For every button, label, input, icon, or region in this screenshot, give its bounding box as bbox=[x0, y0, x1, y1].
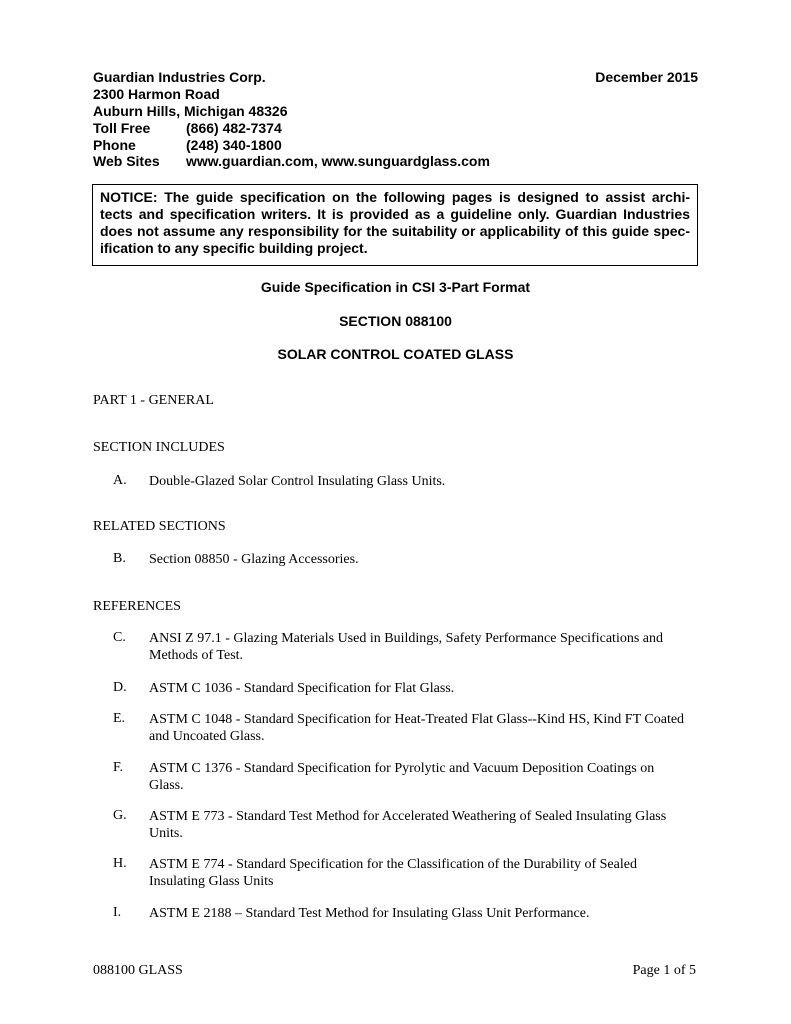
notice-box bbox=[92, 184, 698, 266]
item-line: ASTM E 2188 – Standard Test Method for Insulating Glass Unit Performance. bbox=[149, 906, 590, 921]
notice-line-1: NOTICE: The guide specification on the following pages is designed to assist archi- bbox=[100, 189, 690, 205]
document-date: December 2015 bbox=[595, 69, 698, 85]
section-number: SECTION 088100 bbox=[339, 313, 452, 329]
website-label: Web Sites bbox=[93, 153, 160, 169]
item-letter: F. bbox=[113, 760, 124, 775]
tollfree-row bbox=[93, 120, 282, 137]
website-value: www.guardian.com, www.sunguardglass.com bbox=[186, 153, 490, 169]
item-text bbox=[149, 630, 663, 664]
item-line: ANSI Z 97.1 - Glazing Materials Used in Buildings, Safety Performance Specifications and bbox=[149, 631, 663, 646]
item-line: ASTM C 1048 - Standard Specification for Heat-Treated Flat Glass--Kind HS, Kind FT Coated bbox=[149, 712, 685, 727]
phone-label: Phone bbox=[93, 137, 136, 153]
item-letter: I. bbox=[113, 905, 122, 920]
item-line: ASTM E 774 - Standard Specification for the Classification of the Durability of Sealed bbox=[149, 857, 637, 872]
street-address: 2300 Harmon Road bbox=[93, 86, 220, 102]
item-letter: D. bbox=[113, 680, 127, 695]
part-heading: PART 1 - GENERAL bbox=[93, 393, 214, 408]
references-heading: REFERENCES bbox=[93, 599, 181, 614]
item-text: Section 08850 - Glazing Accessories. bbox=[149, 552, 359, 567]
item-letter: B. bbox=[113, 551, 126, 566]
notice-line-2: tects and specification writers. It is provided as a guideline only. Guardian Industries bbox=[100, 206, 690, 222]
notice-line-3: does not assume any responsibility for the suitability or applicability of this guide spec- bbox=[100, 223, 690, 239]
item-line: and Uncoated Glass. bbox=[149, 729, 265, 744]
item-text bbox=[149, 808, 666, 842]
item-line: Units. bbox=[149, 826, 183, 841]
notice-line-4: ification to any specific building project. bbox=[100, 240, 368, 256]
related-sections-heading: RELATED SECTIONS bbox=[93, 519, 226, 534]
item-line: ASTM C 1036 - Standard Specification for Flat Glass. bbox=[149, 681, 455, 696]
item-letter: H. bbox=[113, 856, 127, 871]
phone-value: (248) 340-1800 bbox=[186, 137, 282, 153]
item-line: Insulating Glass Units bbox=[149, 874, 274, 889]
item-text bbox=[149, 680, 454, 697]
item-line: Methods of Test. bbox=[149, 648, 244, 663]
website-row bbox=[93, 153, 490, 170]
section-includes-heading: SECTION INCLUDES bbox=[93, 440, 225, 455]
item-text bbox=[149, 760, 654, 794]
item-text bbox=[149, 711, 684, 745]
item-line: ASTM C 1376 - Standard Specification for Pyrolytic and Vacuum Deposition Coatings on bbox=[149, 761, 655, 776]
item-letter: E. bbox=[113, 711, 126, 726]
item-letter: C. bbox=[113, 630, 126, 645]
item-line: Glass. bbox=[149, 778, 184, 793]
item-text bbox=[149, 905, 589, 922]
company-name: Guardian Industries Corp. bbox=[93, 69, 266, 85]
item-letter: A. bbox=[113, 473, 127, 488]
format-title: Guide Specification in CSI 3-Part Format bbox=[260, 279, 531, 295]
item-letter: G. bbox=[113, 808, 127, 823]
page-number: Page 1 of 5 bbox=[632, 963, 696, 978]
city-address: Auburn Hills, Michigan 48326 bbox=[93, 103, 288, 119]
section-name: SOLAR CONTROL COATED GLASS bbox=[277, 346, 514, 362]
item-text: Double-Glazed Solar Control Insulating Glass Units. bbox=[149, 474, 446, 489]
tollfree-value: (866) 482-7374 bbox=[186, 120, 282, 136]
tollfree-label: Toll Free bbox=[93, 120, 151, 136]
item-text bbox=[149, 856, 637, 890]
footer-section: 088100 GLASS bbox=[93, 963, 183, 978]
item-line: ASTM E 773 - Standard Test Method for Accelerated Weathering of Sealed Insulating Glass bbox=[149, 809, 667, 824]
phone-row bbox=[93, 137, 282, 154]
